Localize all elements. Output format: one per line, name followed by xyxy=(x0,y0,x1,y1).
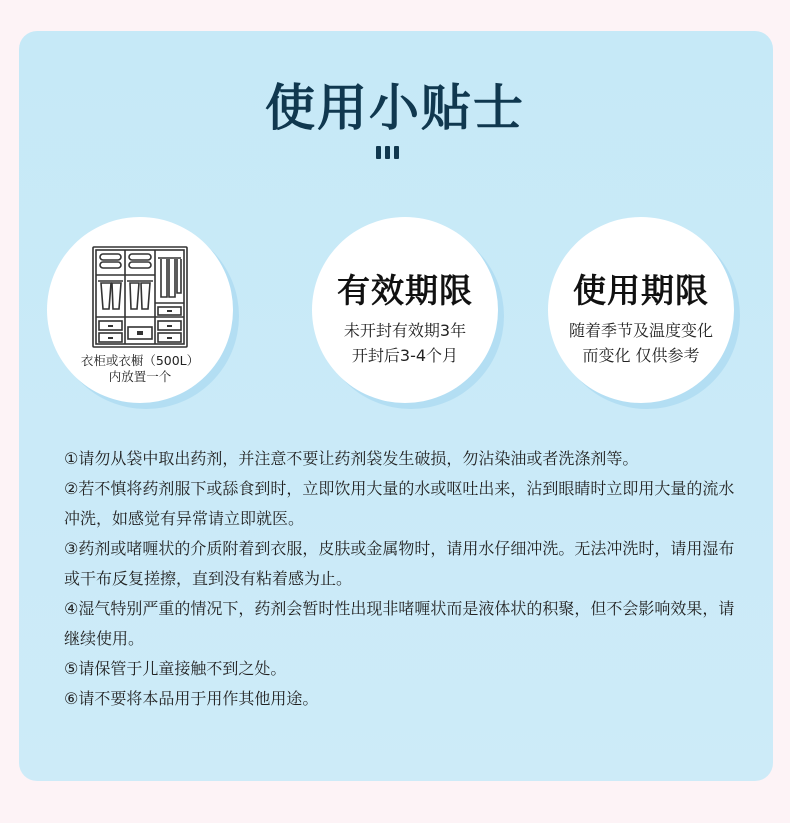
usage-line1: 随着季节及温度变化 xyxy=(568,321,713,340)
usage-line2: 而变化 仅供参考 xyxy=(582,346,700,365)
tip-item: ④湿气特别严重的情况下，药剂会暂时性出现非啫喱状而是液体状的积聚，但不会影响效果，请继续使用。 xyxy=(64,599,735,648)
validity-heading: 有效期限 xyxy=(337,271,473,310)
tip-item: ⑤请保管于儿童接触不到之处。 xyxy=(64,659,287,678)
wardrobe-caption-line2: 内放置一个 xyxy=(108,369,172,384)
wardrobe-circle xyxy=(47,217,233,403)
title-decoration xyxy=(376,146,406,160)
validity-line2: 开封后3-4个月 xyxy=(351,346,459,365)
page-title: 使用小贴士 xyxy=(265,79,525,137)
tips-list xyxy=(64,444,744,714)
usage-circle xyxy=(548,217,734,403)
wardrobe-icon xyxy=(91,245,189,349)
tip-item: ③药剂或啫喱状的介质附着到衣服，皮肤或金属物时，请用水仔细冲洗。无法冲洗时，请用湿布或干布反复搓擦，直到没有粘着感为止。 xyxy=(64,539,735,588)
tip-item: ①请勿从袋中取出药剂，并注意不要让药剂袋发生破损，勿沾染油或者洗涤剂等。 xyxy=(64,449,639,468)
tip-item: ⑥请不要将本品用于用作其他用途。 xyxy=(64,689,319,708)
wardrobe-caption xyxy=(47,353,233,385)
validity-line1: 未开封有效期3年 xyxy=(343,321,467,340)
wardrobe-caption-line1: 衣柜或衣橱（500L） xyxy=(80,353,200,368)
tip-item: ②若不慎将药剂服下或舔食到时，立即饮用大量的水或呕吐出来，沾到眼睛时立即用大量的流水冲洗，如感觉有异常请立即就医。 xyxy=(64,479,735,528)
validity-text xyxy=(312,318,498,368)
validity-circle xyxy=(312,217,498,403)
usage-heading: 使用期限 xyxy=(573,271,709,310)
usage-text xyxy=(548,318,734,368)
